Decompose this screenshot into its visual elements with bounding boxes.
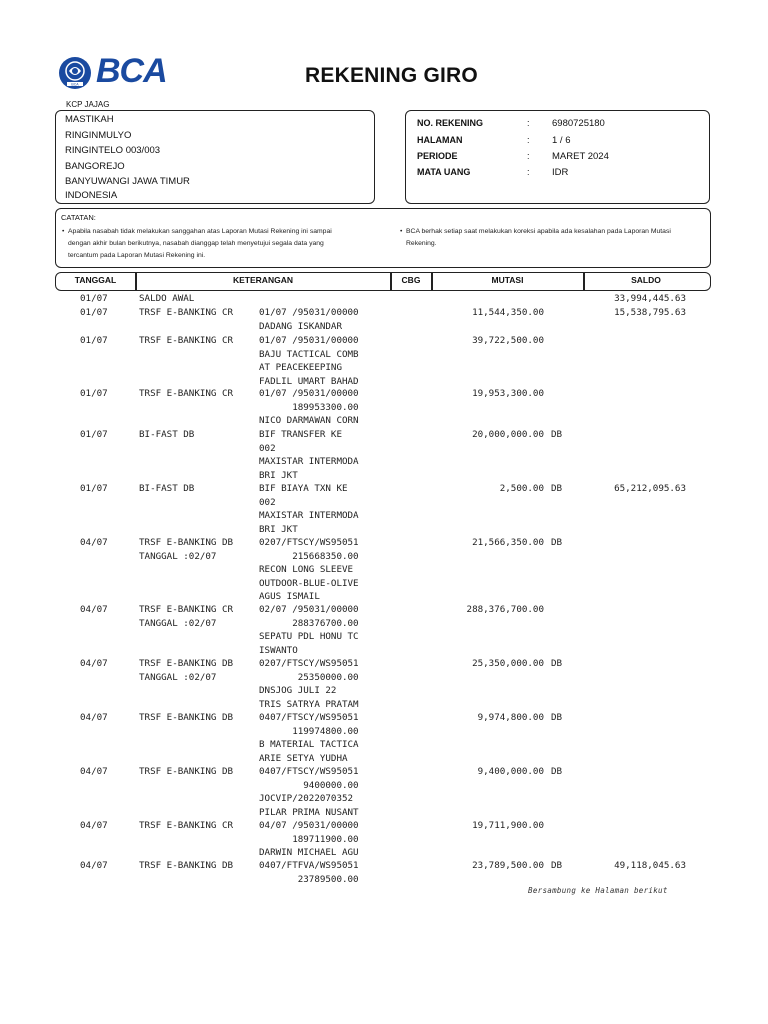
row-description: TRSF E-BANKING DB — [139, 658, 234, 669]
notes-box — [55, 208, 711, 268]
bca-logo — [58, 52, 168, 90]
header-cbg: CBG — [401, 275, 421, 285]
row-mutasi: 21,566,350.00 — [472, 537, 544, 548]
row-detail: 0407/FTSCY/WS95051 — [259, 766, 359, 777]
row-mutasi: 39,722,500.00 — [472, 335, 544, 346]
row-description: TRSF E-BANKING CR — [139, 335, 234, 346]
row-mutasi: 20,000,000.00 — [472, 429, 544, 440]
row-date: 04/07 — [80, 537, 108, 548]
row-detail: 04/07 /95031/00000 — [259, 820, 359, 831]
row-description: TRSF E-BANKING DB — [139, 860, 234, 871]
note-line: tercantum pada Laporan Mutasi Rekening ini. — [68, 252, 206, 259]
colon: : — [527, 135, 530, 145]
row-detail: ISWANTO — [259, 644, 298, 656]
note-line: dengan akhir bulan berikutnya, nasabah dianggap telah menyetujui segala data yang — [68, 240, 324, 247]
row-detail: B MATERIAL TACTICA — [259, 739, 359, 751]
row-detail: 119974800.00 — [259, 725, 359, 737]
row-detail: BIF BIAYA TXN KE — [259, 483, 348, 494]
period-value: MARET 2024 — [552, 151, 609, 162]
note-line: BCA berhak setiap saat melakukan koreksi apabila ada kesalahan pada Laporan Mutasi — [406, 228, 671, 235]
row-detail: PILAR PRIMA NUSANT — [259, 806, 359, 818]
note-line: Rekening. — [406, 240, 437, 247]
row-description: TRSF E-BANKING CR — [139, 820, 234, 831]
page-value: 1 / 6 — [552, 135, 571, 146]
currency-value: IDR — [552, 167, 569, 178]
row-detail: 01/07 /95031/00000 — [259, 335, 359, 346]
row-date: 01/07 — [80, 388, 108, 399]
row-date: 01/07 — [80, 335, 108, 346]
currency-label: MATA UANG — [417, 167, 471, 177]
row-detail: FADLIL UMART BAHAD — [259, 375, 359, 387]
row-mutasi: 9,400,000.00 — [477, 766, 544, 777]
header-mutasi: MUTASI — [491, 275, 524, 285]
row-detail: DADANG ISKANDAR — [259, 320, 342, 332]
bullet-icon: • — [400, 228, 403, 235]
row-mutasi: 19,711,900.00 — [472, 820, 544, 831]
row-description: TRSF E-BANKING DB — [139, 766, 234, 777]
branch-name: KCP JAJAG — [66, 100, 110, 109]
page-title: REKENING GIRO — [305, 64, 478, 87]
row-description: SALDO AWAL — [139, 293, 195, 304]
logo-text: BCA — [96, 52, 167, 90]
row-detail: 25350000.00 — [259, 671, 359, 683]
row-date: 04/07 — [80, 766, 108, 777]
row-detail: AGUS ISMAIL — [259, 591, 320, 603]
row-mutasi: 25,350,000.00 — [472, 658, 544, 669]
address-line: RINGINTELO 003/003 — [65, 145, 161, 156]
row-detail: 0207/FTSCY/WS95051 — [259, 658, 359, 669]
note-line: Apabila nasabah tidak melakukan sanggahan atas Laporan Mutasi Rekening ini sampai — [68, 228, 332, 235]
account-info-box — [405, 110, 710, 204]
row-detail: 9400000.00 — [259, 779, 359, 791]
row-detail: BRI JKT — [259, 469, 298, 481]
row-detail: 02/07 /95031/00000 — [259, 604, 359, 615]
header-saldo: SALDO — [631, 275, 661, 285]
row-description: TRSF E-BANKING DB — [139, 537, 234, 548]
row-date: 04/07 — [80, 712, 108, 723]
row-date: 01/07 — [80, 307, 108, 318]
row-date: 01/07 — [80, 483, 108, 494]
row-detail: JOCVIP/2022070352 — [259, 793, 354, 805]
row-description: BI-FAST DB — [139, 429, 195, 440]
row-mutasi: 19,953,300.00 — [472, 388, 544, 399]
notes-title: CATATAN: — [61, 213, 96, 222]
row-mutasi: 11,544,350.00 — [472, 307, 544, 318]
address-line: RINGINMULYO — [65, 130, 132, 141]
bullet-icon: • — [62, 228, 65, 235]
row-detail: TRIS SATRYA PRATAM — [259, 698, 359, 710]
row-saldo: 49,118,045.63 — [614, 860, 686, 871]
row-description: TRSF E-BANKING CR — [139, 307, 234, 318]
continued-note: Bersambung ke Halaman berikut — [528, 886, 668, 895]
row-detail: 23789500.00 — [259, 873, 359, 885]
row-detail: RECON LONG SLEEVE — [259, 564, 354, 576]
address-line: INDONESIA — [65, 190, 118, 201]
colon: : — [527, 167, 530, 177]
bca-seal-icon — [58, 56, 92, 90]
row-detail: 0207/FTSCY/WS95051 — [259, 537, 359, 548]
row-mutasi: 9,974,800.00 — [477, 712, 544, 723]
row-detail: 215668350.00 — [259, 550, 359, 562]
note-left — [62, 226, 388, 262]
header-tanggal: TANGGAL — [74, 275, 117, 285]
address-line: BANYUWANGI JAWA TIMUR — [65, 176, 190, 187]
row-date: 04/07 — [80, 820, 108, 831]
row-debit-flag: DB — [551, 712, 563, 723]
row-detail: ARIE SETYA YUDHA — [259, 752, 348, 764]
row-debit-flag: DB — [551, 429, 563, 440]
row-debit-flag: DB — [551, 483, 563, 494]
row-detail: AT PEACEKEEPING — [259, 362, 342, 374]
account-number-value: 6980725180 — [552, 118, 605, 129]
row-description: TRSF E-BANKING DB — [139, 712, 234, 723]
address-line: BANGOREJO — [65, 161, 125, 172]
row-mutasi: 2,500.00 — [499, 483, 544, 494]
colon: : — [527, 118, 530, 128]
row-debit-flag: DB — [551, 860, 563, 871]
row-detail: OUTDOOR-BLUE-OLIVE — [259, 577, 359, 589]
row-detail: MAXISTAR INTERMODA — [259, 510, 359, 522]
row-detail: 01/07 /95031/00000 — [259, 307, 359, 318]
row-saldo: 15,538,795.63 — [614, 307, 686, 318]
row-debit-flag: DB — [551, 537, 563, 548]
row-detail: DNSJOG JULI 22 — [259, 685, 337, 697]
row-detail: BAJU TACTICAL COMB — [259, 348, 359, 360]
row-date: 01/07 — [80, 429, 108, 440]
row-detail: NICO DARMAWAN CORN — [259, 415, 359, 427]
row-detail: DARWIN MICHAEL AGU — [259, 847, 359, 859]
address-line: MASTIKAH — [65, 114, 114, 125]
header-keterangan: KETERANGAN — [233, 275, 293, 285]
row-detail: 288376700.00 — [259, 617, 359, 629]
row-saldo: 65,212,095.63 — [614, 483, 686, 494]
row-detail: 01/07 /95031/00000 — [259, 388, 359, 399]
row-mutasi: 288,376,700.00 — [466, 604, 544, 615]
row-detail: SEPATU PDL HONU TC — [259, 631, 359, 643]
row-date: 04/07 — [80, 604, 108, 615]
row-detail: 002 — [259, 442, 276, 454]
note-right — [400, 226, 706, 250]
row-saldo: 33,994,445.63 — [614, 293, 686, 304]
row-detail: 189711900.00 — [259, 833, 359, 845]
row-detail: MAXISTAR INTERMODA — [259, 456, 359, 468]
row-detail: BIF TRANSFER KE — [259, 429, 342, 440]
row-detail: 0407/FTFVA/WS95051 — [259, 860, 359, 871]
row-description: TANGGAL :02/07 — [139, 617, 217, 629]
row-date: 01/07 — [80, 293, 108, 304]
seal-text: BCA — [71, 82, 79, 87]
row-detail: 0407/FTSCY/WS95051 — [259, 712, 359, 723]
account-number-label: NO. REKENING — [417, 118, 484, 128]
row-detail: 002 — [259, 496, 276, 508]
row-debit-flag: DB — [551, 658, 563, 669]
row-debit-flag: DB — [551, 766, 563, 777]
row-description: TRSF E-BANKING CR — [139, 604, 234, 615]
address-box — [55, 110, 375, 204]
row-description: BI-FAST DB — [139, 483, 195, 494]
row-date: 04/07 — [80, 658, 108, 669]
page-label: HALAMAN — [417, 135, 463, 145]
row-date: 04/07 — [80, 860, 108, 871]
row-detail: BRI JKT — [259, 523, 298, 535]
period-label: PERIODE — [417, 151, 458, 161]
row-mutasi: 23,789,500.00 — [472, 860, 544, 871]
row-description: TANGGAL :02/07 — [139, 671, 217, 683]
row-description: TANGGAL :02/07 — [139, 550, 217, 562]
row-description: TRSF E-BANKING CR — [139, 388, 234, 399]
row-detail: 189953300.00 — [259, 401, 359, 413]
colon: : — [527, 151, 530, 161]
